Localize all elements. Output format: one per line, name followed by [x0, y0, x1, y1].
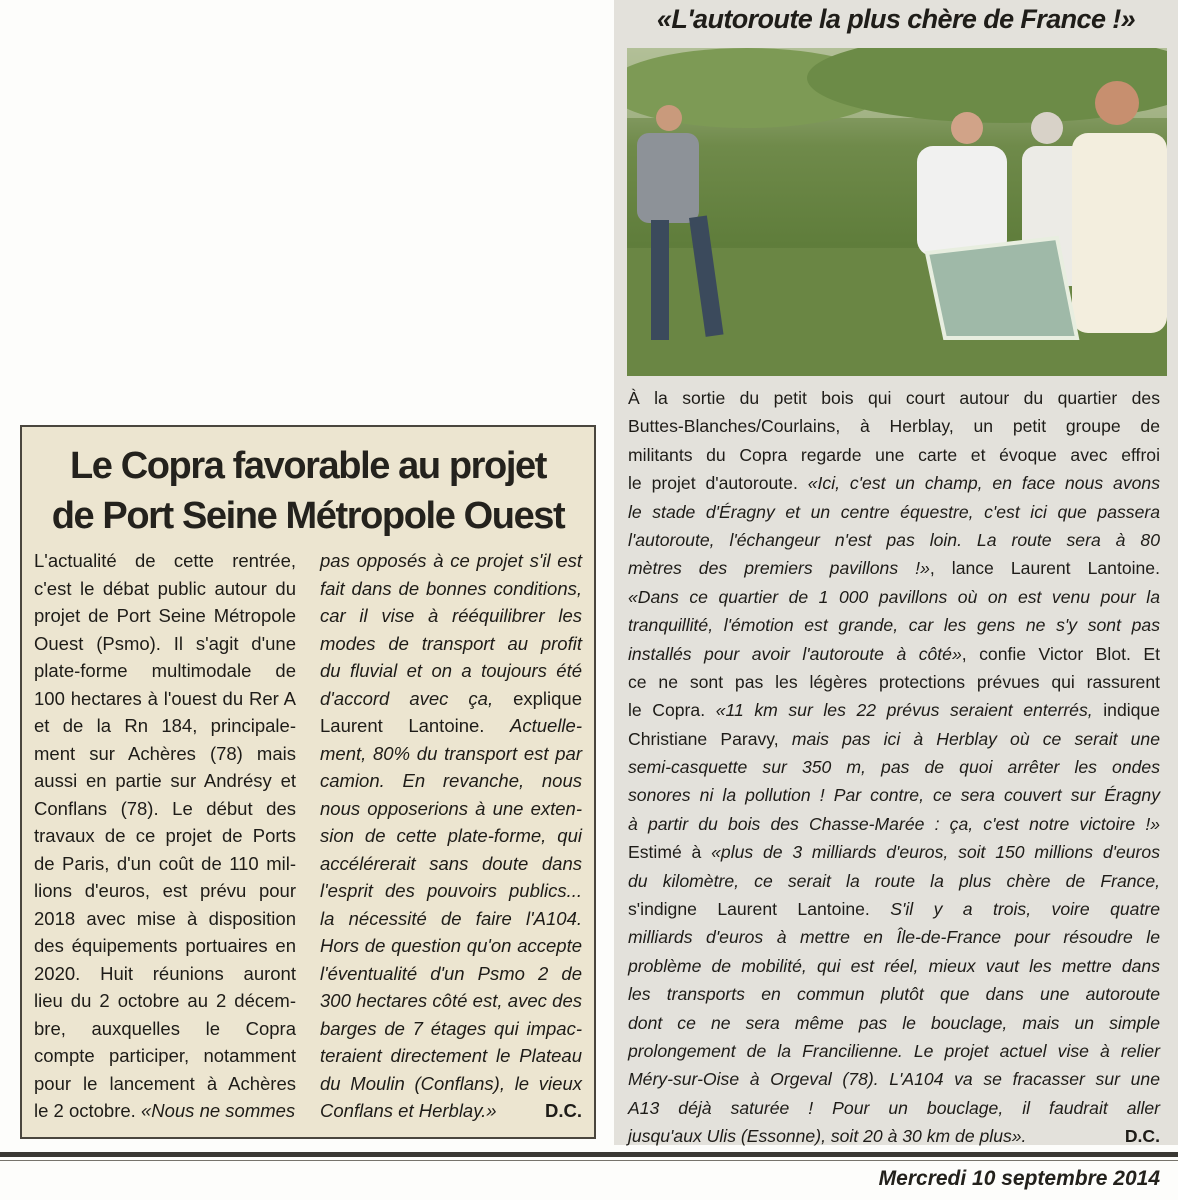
- text-line: [34, 1097, 296, 1125]
- text-line: [34, 685, 296, 713]
- quote-text: Méry-sur-Oise à Orgeval (78). L'A104 va se fracasser sur une: [628, 1069, 1160, 1090]
- article-photo: [627, 48, 1167, 376]
- quote-text: d'accord avec ça,: [320, 687, 494, 709]
- quote-text: installés pour avoir l'autoroute à côté»: [628, 643, 962, 664]
- text-line: [628, 640, 1160, 668]
- quote-text: «Nous ne sommes: [140, 1100, 296, 1121]
- body-text: lions d'euros, est prévu pour: [34, 880, 296, 901]
- quote-text: sion de cette plate-forme, qui: [320, 825, 582, 846]
- text-line: [320, 960, 582, 988]
- quote-text: «plus de 3 milliards d'euros, soit 150 millions d'euros: [711, 842, 1160, 863]
- text-line: [628, 498, 1160, 526]
- quote-text: ment, 80% du transport est par: [320, 742, 582, 764]
- text-line: [34, 575, 296, 603]
- text-line: [628, 725, 1160, 753]
- text-line: [628, 781, 1160, 809]
- text-line: [34, 657, 296, 685]
- text-line: [320, 712, 582, 740]
- text-line: [34, 850, 296, 878]
- body-text: le projet d'autoroute.: [628, 473, 808, 494]
- text-line: [34, 767, 296, 795]
- body-text: Christiane Paravy,: [628, 728, 792, 749]
- body-text: le Copra.: [628, 700, 716, 721]
- text-line: [628, 611, 1160, 639]
- text-line: [628, 696, 1160, 724]
- photo-militants-with-map: [627, 48, 1167, 376]
- body-text: Estimé à: [628, 842, 712, 863]
- body-text: Buttes-Blanches/Courlains, à Herblay, un petit groupe de: [628, 416, 1160, 437]
- quote-text: l'éventualité d'un Psmo 2 de: [320, 962, 582, 984]
- body-text: plate-forme multimodale de: [34, 660, 296, 681]
- body-text: et de la Rn 184, principale-: [34, 715, 296, 736]
- footer-divider: [0, 1152, 1178, 1157]
- quote-text: «Dans ce quartier de 1 000 pavillons où on est venu pour la: [628, 586, 1160, 607]
- body-text: des équipements portuaires en: [34, 935, 296, 956]
- text-line: [628, 810, 1160, 838]
- text-line: [320, 822, 582, 850]
- text-line: [34, 602, 296, 630]
- text-line: [320, 795, 582, 823]
- text-line: [320, 1042, 582, 1070]
- quote-text: problème de mobilité, qui est réel, mieux vaut les mettre dans: [628, 955, 1160, 976]
- quote-text: «Ici, c'est un champ, en face nous avons: [807, 473, 1160, 494]
- text-line: [628, 1094, 1160, 1122]
- author-signature: D.C.: [545, 1100, 582, 1121]
- left-article-column-1: [34, 547, 296, 1125]
- body-text: s'indigne Laurent Lantoine.: [628, 899, 891, 920]
- body-text: ment sur Achères (78) mais: [34, 742, 296, 764]
- text-line: [34, 712, 296, 740]
- quote-text: l'autoroute, l'échangeur n'est pas loin. La route sera à 80: [628, 529, 1160, 550]
- text-line: [320, 850, 582, 878]
- text-line: [628, 1037, 1160, 1065]
- quote-text: jusqu'aux Ulis (Essonne), soit 20 à 30 km de plus».: [628, 1126, 1027, 1147]
- text-line: [320, 630, 582, 658]
- text-line: [628, 1009, 1160, 1037]
- body-text: bre, auxquelles le Copra: [34, 1017, 296, 1039]
- quote-text: du Moulin (Conflans), le vieux: [320, 1072, 582, 1094]
- footer-divider-thin: [0, 1160, 1178, 1161]
- quote-text: du kilomètre, ce serait la route la plus chère de France,: [628, 870, 1160, 891]
- body-text: compte participer, notamment: [34, 1045, 296, 1066]
- text-line: [34, 547, 296, 575]
- text-line: [320, 575, 582, 603]
- body-text: Laurent Lantoine.: [320, 715, 511, 736]
- text-line: [628, 1065, 1160, 1093]
- body-text: ce ne sont pas les légères protections prévues qui rassurent: [628, 671, 1160, 692]
- quote-text: «11 km sur les 22 prévus seraient enterrés,: [715, 700, 1093, 721]
- text-line: [628, 668, 1160, 696]
- body-text: militants du Copra regarde une carte et évoque avec effroi: [628, 444, 1160, 465]
- text-line: [628, 526, 1160, 554]
- quote-text: 300 hectares côté est, avec des: [320, 990, 582, 1011]
- body-text: projet de Port Seine Métropole: [34, 605, 296, 626]
- text-line: [320, 1097, 582, 1125]
- quote-text: tranquillité, l'émotion est grande, car les gens ne s'y sont pas: [628, 615, 1160, 636]
- text-line: [320, 602, 582, 630]
- quote-text: car il vise à rééquilibrer les: [320, 605, 582, 626]
- body-text: Ouest (Psmo). Il s'agit d'une: [34, 632, 296, 654]
- text-line: [34, 822, 296, 850]
- body-text: lieu du 2 octobre au 2 décem-: [34, 990, 296, 1011]
- body-text: le 2 octobre.: [34, 1100, 141, 1121]
- quote-text: dont ce ne sera même pas le bouclage, mais un simple: [628, 1012, 1160, 1033]
- text-line: [320, 547, 582, 575]
- text-line: [320, 685, 582, 713]
- quote-text: la nécessité de faire l'A104.: [320, 907, 582, 929]
- text-line: [34, 1070, 296, 1098]
- body-text: aussi en partie sur Andrésy et: [34, 770, 296, 791]
- publication-date: Mercredi 10 septembre 2014: [878, 1167, 1160, 1190]
- text-line: [628, 554, 1160, 582]
- quote-text: semi-casquette sur 350 m, pas de quoi arrêter les ondes: [628, 757, 1160, 778]
- quote-text: sonores ni la pollution ! Par contre, ce sera couvert sur Éragny: [628, 785, 1160, 806]
- right-article-body: [628, 384, 1160, 1151]
- body-text: indique: [1092, 700, 1160, 721]
- quote-text: camion. En revanche, nous: [320, 770, 582, 791]
- quote-text: milliards d'euros à mettre en Île-de-France pour résoudre le: [628, 927, 1160, 948]
- left-article-column-2: [320, 547, 582, 1125]
- quote-text: à partir du bois des Chasse-Marée : ça, c'est notre victoire !»: [628, 813, 1160, 834]
- body-text: c'est le débat public autour du: [34, 577, 296, 599]
- text-line: [628, 923, 1160, 951]
- body-text: 2020. Huit réunions auront: [34, 962, 296, 984]
- left-headline: [22, 441, 594, 541]
- text-line: [628, 838, 1160, 866]
- quote-text: nous opposerions à une exten-: [320, 797, 582, 819]
- quote-text: A13 déjà saturée ! Pour un bouclage, il faudrait aller: [628, 1097, 1160, 1118]
- text-line: [628, 753, 1160, 781]
- body-text: travaux de ce projet de Ports: [34, 825, 296, 846]
- body-text: Conflans (78). Le début des: [34, 797, 296, 819]
- text-line: [628, 441, 1160, 469]
- body-text: explique: [493, 687, 582, 709]
- quote-text: barges de 7 étages qui impac-: [320, 1017, 582, 1039]
- body-text: , confie Victor Blot. Et: [961, 643, 1160, 664]
- text-line: [628, 412, 1160, 440]
- text-line: [34, 1042, 296, 1070]
- body-text: , lance Laurent Lantoine.: [929, 558, 1160, 579]
- text-line: [34, 740, 296, 768]
- left-headline-line-1: Le Copra favorable au projet: [69, 445, 547, 487]
- body-text: L'actualité de cette rentrée,: [34, 550, 296, 571]
- quote-text: Actuelle-: [510, 715, 582, 736]
- text-line: [34, 960, 296, 988]
- text-line: [34, 932, 296, 960]
- quote-text: mètres des premiers pavillons !»: [628, 558, 930, 579]
- quote-text: modes de transport au profit: [320, 632, 582, 654]
- quote-text: Hors de question qu'on accepte: [320, 935, 582, 956]
- text-line: [628, 980, 1160, 1008]
- quote-text: prolongement de la Francilienne. Le projet actuel vise à relier: [628, 1040, 1160, 1061]
- quote-text: accélérerait sans doute dans: [320, 852, 582, 874]
- text-line: [34, 630, 296, 658]
- body-text: 100 hectares à l'ouest du Rer A: [34, 687, 296, 709]
- text-line: [320, 905, 582, 933]
- body-text: À la sortie du petit bois qui court autour du quartier des: [628, 388, 1160, 408]
- quote-text: du fluvial et on a toujours été: [320, 660, 582, 681]
- text-line: [320, 767, 582, 795]
- quote-text: les transports en commun plutôt que dans une autoroute: [628, 984, 1160, 1005]
- text-line: [34, 877, 296, 905]
- body-text: de Paris, d'un coût de 110 mil-: [34, 852, 296, 874]
- quote-text: le stade d'Éragny et un centre équestre, c'est ici que passera: [628, 501, 1160, 522]
- text-line: [320, 877, 582, 905]
- left-article: [20, 425, 596, 1139]
- quote-text: S'il y a trois, voire quatre: [890, 899, 1160, 920]
- text-line: [34, 987, 296, 1015]
- text-line: [628, 469, 1160, 497]
- text-line: [628, 952, 1160, 980]
- text-line: [628, 583, 1160, 611]
- text-line: [320, 1070, 582, 1098]
- text-line: [320, 1015, 582, 1043]
- text-line: [34, 795, 296, 823]
- left-headline-line-2: de Port Seine Métropole Ouest: [51, 495, 565, 537]
- text-line: [320, 740, 582, 768]
- text-line: [628, 867, 1160, 895]
- text-line: [320, 987, 582, 1015]
- text-line: [320, 657, 582, 685]
- quote-text: l'esprit des pouvoirs publics...: [320, 880, 582, 901]
- author-signature: D.C.: [1124, 1126, 1160, 1147]
- right-headline: «L'autoroute la plus chère de France !»: [656, 4, 1136, 34]
- quote-text: teraient directement le Plateau: [320, 1045, 582, 1066]
- text-line: [628, 384, 1160, 412]
- text-line: [34, 1015, 296, 1043]
- text-line: [628, 1122, 1160, 1150]
- quote-text: mais pas ici à Herblay où ce serait une: [791, 728, 1160, 749]
- body-text: pour le lancement à Achères: [34, 1072, 296, 1094]
- right-article: [614, 0, 1178, 1145]
- text-line: [34, 905, 296, 933]
- quote-text: pas opposés à ce projet s'il est: [320, 550, 582, 571]
- quote-text: fait dans de bonnes conditions,: [320, 577, 582, 599]
- body-text: 2018 avec mise à disposition: [34, 907, 296, 929]
- quote-text: Conflans et Herblay.»: [320, 1100, 497, 1121]
- text-line: [320, 932, 582, 960]
- text-line: [628, 895, 1160, 923]
